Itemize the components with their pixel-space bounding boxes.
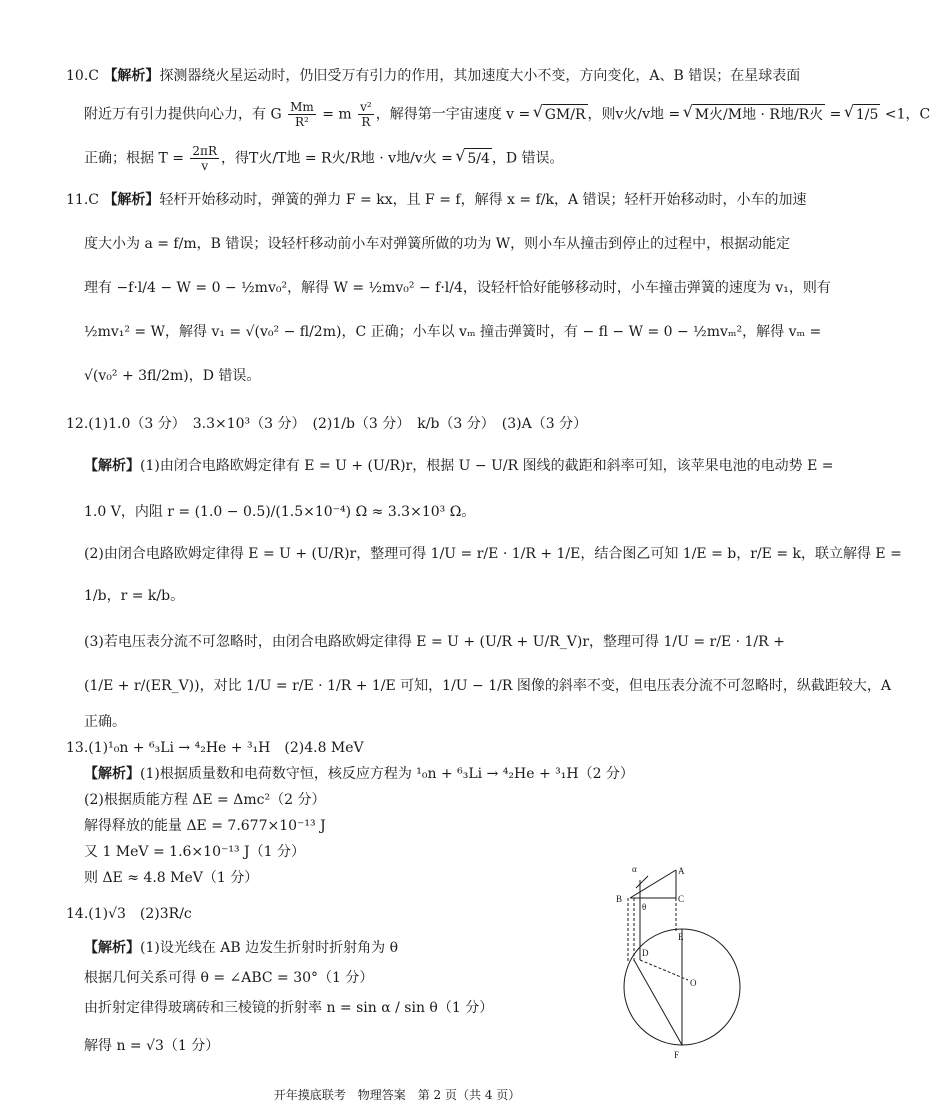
q10-text-3a: 正确；根据 T =: [84, 150, 184, 167]
q14-line-2: 根据几何关系可得 θ = ∠ABC = 30°（1 分）: [84, 970, 374, 986]
q14-line-3: 由折射定律得玻璃砖和三棱镜的折射率 n = sin α / sin θ（1 分）: [84, 1000, 494, 1016]
q10-frac-num: Mm: [290, 100, 314, 114]
q13-text-1: (1)根据质量数和电荷数守恒，核反应方程为 ¹₀n + ⁶₃Li → ⁴₂He + ³₁H（2 分）: [140, 766, 634, 782]
incident-ray: [636, 876, 648, 888]
q10-frac-num-3: 2πR: [192, 144, 217, 158]
q13-line-4: 又 1 MeV = 1.6×10⁻¹³ J（1 分）: [84, 844, 306, 860]
label-theta: θ: [642, 902, 647, 912]
dashed-do: [640, 960, 688, 980]
q10-text-2i: ，则: [587, 106, 616, 123]
q10-frac-den: R²: [295, 115, 309, 129]
label-b: B: [616, 894, 623, 904]
q10-analysis-tag: 【解析】: [103, 68, 160, 84]
q10-frac-num-2: v²: [360, 100, 372, 114]
q10-text-2g: ，解得第一宇宙速度 v =: [375, 106, 531, 123]
q10-text-2a: 附近万有引力提供向心力，有 G: [84, 106, 282, 123]
q11-text-1: 轻杆开始移动时，弹簧的弹力 F = kx，且 F = f，解得 x = f/k，A 错误；轻杆开始移动时，小车的加速: [159, 192, 807, 208]
label-f: F: [674, 1050, 680, 1060]
page-footer: 开年摸底联考 物理答案 第 2 页（共 4 页）: [273, 1088, 521, 1102]
label-alpha: α: [632, 864, 637, 874]
q12-line-7: 正确。: [84, 714, 126, 730]
q10-line-2: [84, 100, 930, 129]
q10-sqrt-ratio: √ M火/M地 · R地/R火: [693, 104, 826, 125]
q13-line-1: [84, 764, 756, 784]
q13-line-2: (2)根据质能方程 ΔE = Δmc²（2 分）: [84, 792, 326, 808]
q10-text-2k: =: [664, 106, 681, 123]
q13-line-3: 解得释放的能量 ΔE = 7.677×10⁻¹³ J: [84, 818, 326, 834]
q12-text-1: (1)由闭合电路欧姆定律有 E = U + (U/R)r，根据 U − U/R 图线的截距和斜率可知，该苹果电池的电动势 E =: [140, 458, 834, 474]
q11-line-5: √(v₀² + 3fl/2m)，D 错误。: [84, 368, 261, 384]
label-e: E: [678, 932, 684, 942]
q10-text-1: 探测器绕火星运动时，仍旧受万有引力的作用，其加速度大小不变，方向变化，A、B 错误；在星球表面: [159, 68, 801, 84]
q11-line-1: [66, 190, 807, 210]
label-d: D: [642, 948, 649, 958]
q10-sqrt-five-fourths: √ 5/4: [465, 148, 492, 169]
q13-analysis-tag: 【解析】: [84, 766, 140, 782]
q10-sqrt-gm-r: √ GM/R: [543, 104, 588, 125]
q10-text-2d: = m: [317, 106, 352, 123]
q12-line-2: 1.0 V，内阻 r = (1.0 − 0.5)/(1.5×10⁻⁴) Ω ≈ 3.3×10³ Ω。: [84, 504, 476, 520]
prism-edge-ab: [630, 870, 676, 898]
q10-text-3e: T火/T地 = R火/R地 · v地/v火 =: [248, 150, 453, 167]
q11-line-4: ½mv₁² = W，解得 v₁ = √(v₀² − fl/2m)，C 正确；小车以 vₘ 撞击弹簧时，有 − fl − W = 0 − ½mvₘ²，解得 vₘ =: [84, 324, 822, 340]
q12-analysis-tag: 【解析】: [84, 458, 140, 474]
q12-line-5: (3)若电压表分流不可忽略时，由闭合电路欧姆定律得 E = U + (U/R + U/R_V)r，整理可得 1/U = r/E · 1/R +: [84, 634, 785, 650]
q13-answer-line: 13.(1)¹₀n + ⁶₃Li → ⁴₂He + ³₁H (2)4.8 MeV: [66, 740, 364, 756]
q12-answer-line: 12.(1)1.0（3 分） 3.3×10³（3 分） (2)1/b（3 分） k/b（3 分） (3)A（3 分）: [66, 416, 588, 432]
q12-line-4: 1/b，r = k/b。: [84, 588, 185, 604]
q10-text-2m: =: [825, 106, 842, 123]
q10-text-3d: ，得: [220, 150, 249, 167]
label-o: O: [690, 978, 697, 988]
q10-frac-den-3: v: [201, 159, 209, 173]
q12-line-6: (1/E + r/(ER_V))，对比 1/U = r/E · 1/R + 1/E 可知，1/U − 1/R 图像的斜率不变，但电压表分流不可忽略时，纵截距较大，A: [84, 678, 891, 694]
label-a: A: [678, 866, 685, 876]
q14-answer-line: 14.(1)√3 (2)3R/c: [66, 906, 192, 922]
q11-analysis-tag: 【解析】: [103, 192, 160, 208]
q10-frac-mm-r2: [288, 100, 316, 129]
q11-line-2: 度大小为 a = f/m，B 错误；设轻杆移动前小车对弹簧所做的功为 W，则小车从撞击到停止的过程中，根据动能定: [84, 236, 791, 252]
q14-analysis-tag: 【解析】: [84, 940, 140, 956]
label-c: C: [678, 894, 685, 904]
q10-sqrt-fifth: √ 1/5: [854, 104, 881, 125]
optics-diagram: [606, 862, 736, 1062]
q13-line-5: 则 ΔE ≈ 4.8 MeV（1 分）: [84, 870, 259, 886]
q11-line-3: 理有 −f·l/4 − W = 0 − ½mv₀²，解得 W = ½mv₀² − f·l/4，设轻杆恰好能够移动时，小车撞击弹簧的速度为 v₁，则有: [84, 280, 831, 296]
q12-line-3: (2)由闭合电路欧姆定律得 E = U + (U/R)r，整理可得 1/U = r/E · 1/R + 1/E，结合图乙可知 1/E = b，r/E = k，联立解得 E =: [84, 546, 902, 562]
q10-line-3: [84, 144, 756, 173]
q10-text-2o: <1，C: [880, 106, 930, 123]
q12-line-1: [84, 456, 834, 476]
q14-text-1: (1)设光线在 AB 边发生折射时折射角为 θ: [140, 940, 399, 956]
q10-ratio-v: v火/v地: [615, 106, 665, 123]
q10-frac-v2-r: [358, 100, 374, 129]
ray-to-f: [634, 960, 682, 1045]
q10-frac-den-2: R: [361, 115, 371, 129]
q10-line-1: [66, 66, 801, 86]
q14-line-4: 解得 n = √3（1 分）: [84, 1038, 220, 1054]
q10-text-3g: ，D 错误。: [491, 150, 564, 167]
q10-number: 10.C: [66, 68, 99, 84]
q11-number: 11.C: [66, 192, 99, 208]
q10-frac-2pir-v: [190, 144, 219, 173]
